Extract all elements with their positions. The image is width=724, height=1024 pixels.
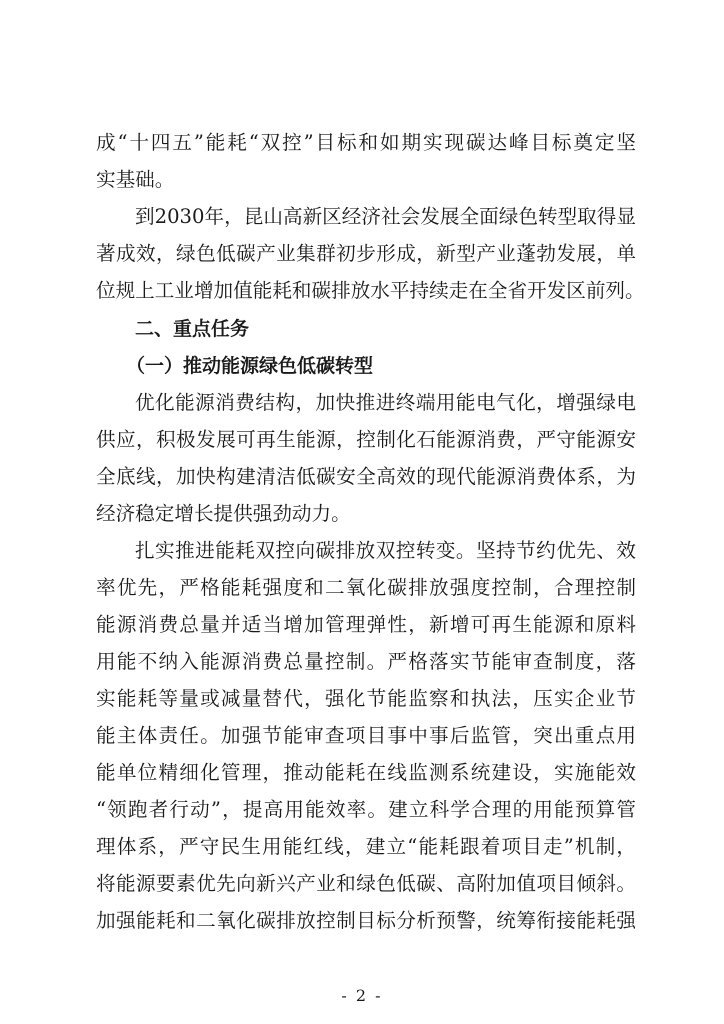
body-text-line: 供应，积极发展可再生能源，控制化石能源消费，严守能源安 [96,428,636,451]
body-text-line: 优化能源消费结构，加快推进终端用能电气化，增强绿电 [135,391,636,414]
body-text-line: 用能不纳入能源消费总量控制。严格落实节能审查制度，落 [96,650,636,673]
body-text-line: 到2030年，昆山高新区经济社会发展全面绿色转型取得显 [135,205,636,228]
body-text-line: 实基础。 [96,168,175,191]
body-text-line: 经济稳定增长提供强劲动力。 [96,502,351,525]
body-text-line: 能源消费总量并适当增加管理弹性，新增可再生能源和原料 [96,613,636,636]
body-text-line: “领跑者行动”，提高用能效率。建立科学合理的用能预算管 [96,798,636,821]
body-text-line: 成“十四五”能耗“双控”目标和如期实现碳达峰目标奠定坚 [96,131,636,154]
body-text-line: 能单位精细化管理，推动能耗在线监测系统建设，实施能效 [96,761,636,784]
body-text-line: 扎实推进能耗双控向碳排放双控转变。坚持节约优先、效 [135,539,636,562]
body-text-line: 加强能耗和二氧化碳排放控制目标分析预警，统筹衔接能耗强 [96,909,636,932]
body-text-line: 将能源要素优先向新兴产业和绿色低碳、高附加值项目倾斜。 [96,872,636,895]
body-text-line: 位规上工业增加值能耗和碳排放水平持续走在全省开发区前列。 [96,279,645,302]
body-text-line: 全底线，加快构建清洁低碳安全高效的现代能源消费体系，为 [96,465,636,488]
body-text-line: 理体系，严守民生用能红线，建立“能耗跟着项目走”机制， [96,835,636,858]
page-number: - 2 - [341,986,383,1005]
body-text-line: 著成效，绿色低碳产业集群初步形成，新型产业蓬勃发展，单 [96,242,636,265]
subsection-heading: （一）推动能源绿色低碳转型 [126,355,374,377]
body-text-line: 实能耗等量或减量替代，强化节能监察和执法，压实企业节 [96,687,636,710]
section-heading: 二、重点任务 [135,318,250,340]
body-text-line: 能主体责任。加强节能审查项目事中事后监管，突出重点用 [96,724,636,747]
body-text-line: 率优先，严格能耗强度和二氧化碳排放强度控制，合理控制 [96,576,636,599]
